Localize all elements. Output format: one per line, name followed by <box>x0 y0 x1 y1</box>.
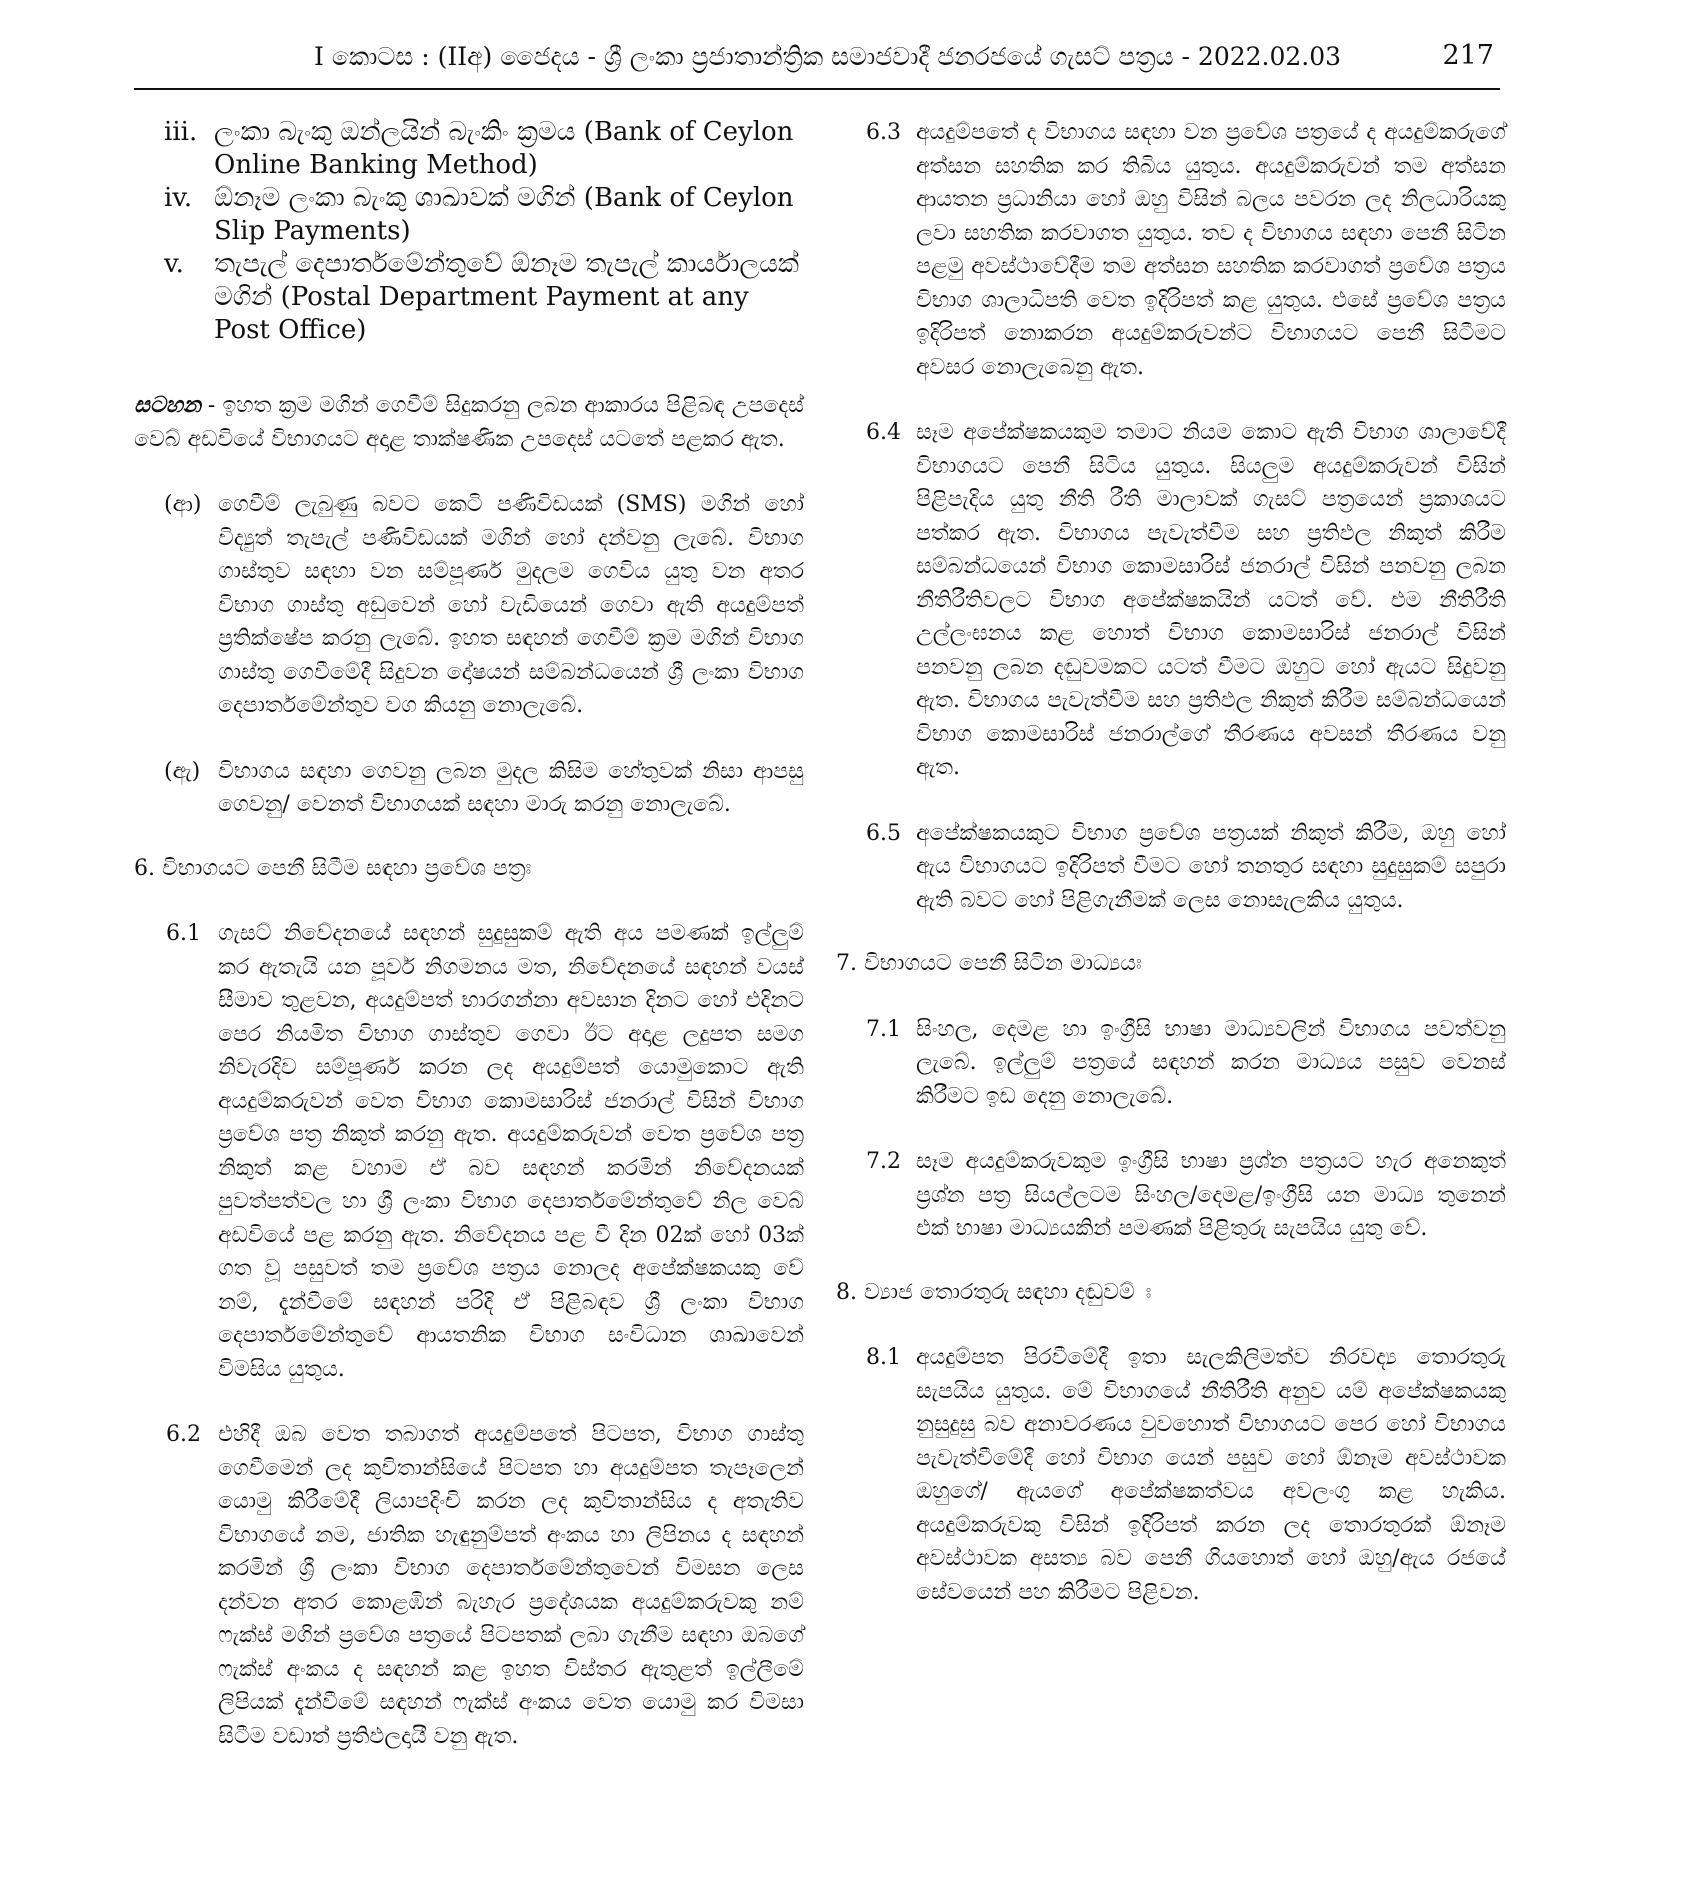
paragraph-6-4 <box>836 416 1506 785</box>
paragraph-number: 6.1 <box>166 921 201 946</box>
section-7-heading: 7. විභාගයට පෙනී සිටින මාධ්‍යයඃ <box>836 951 1142 976</box>
paragraph-text: අයදුම්පතේ ද විභාගය සඳහා වන ප්‍රවේශ පත්‍රයේ ද අයදුම්කරුගේ අත්සන සහතික කර තිබිය යුතුය. අයදුම්කරුවන් තම අත්සන ආයතන ප්‍රධානියා හෝ ඔහු විසින් බලය පවරන ලද නිලධාරියකු ලවා සහතික කරවාගත යුතුය. තව ද විභාගය සඳහා පෙනී සිටින පළමු අවස්ථාවේදීම තම අත්සන සහතික කරවාගත් ප්‍රවේශ පත්‍රය විභාග ශාලාධිපති වෙත ඉදිරිපත් කළ යුතුය. එසේ ප්‍රවේශ පත්‍රය ඉදිරිපත් නොකරන අයදුම්කරුවන්ට විභාගයට පෙනී සිටීමට අවසර නොලැබෙනු ඇත. <box>916 120 1506 380</box>
paragraph-6-3 <box>836 116 1506 384</box>
note-text: - ඉහත ක්‍රම මගින් ගෙවීම් සිදුකරනු ලබන ආකාරය පිළිබඳ උපදෙස් වෙබ් අඩවියේ විභාගයට අදාළ තාක්ෂණික උපදෙස් යටතේ පළකර ඇත. <box>134 393 804 452</box>
clause-number: (ආ) <box>164 492 202 517</box>
note-paragraph <box>134 389 804 456</box>
clause-text: ගෙවීම් ලැබුණු බවට කෙටි පණිවිඩයක් (SMS) මගින් හෝ විද්‍යුත් තැපැල් පණිවිඩයක් මගින් හෝ දන්වනු ලැබේ. විභාග ගාස්තුව සඳහා වන සම්පූර්ණ මුදලම ගෙවිය යුතු වන අතර විභාග ගාස්තු අඩුවෙන් හෝ වැඩියෙන් ගෙවා ඇති අයදුම්පත් ප්‍රතික්ෂේප කරනු ලැබේ. ඉහත සඳහන් ගෙවීම් ක්‍රම මගින් විභාග ගාස්තු ගෙවීමේදී සිදුවන දෝෂයන් සම්බන්ධයෙන් ශ්‍රී ලංකා විභාග දෙපාර්තමේන්තුව වග කියනු නොලැබේ. <box>218 492 804 718</box>
clause-number: (ඇ) <box>164 758 201 784</box>
left-column <box>134 116 804 1753</box>
right-column <box>836 116 1506 1609</box>
paragraph-6-2 <box>134 1418 804 1753</box>
payment-method-item <box>134 116 804 182</box>
note-label: සටහන <box>134 392 201 418</box>
paragraph-number: 7.1 <box>866 1016 901 1042</box>
item-number: iv. <box>164 183 193 213</box>
page-header <box>134 42 1500 90</box>
paragraph-number: 8.1 <box>866 1345 901 1370</box>
paragraph-7-1 <box>836 1013 1506 1114</box>
paragraph-text: එහිදී ඔබ වෙත තබාගත් අයදුම්පතේ පිටපත, විභාග ගාස්තු ගෙවීමෙන් ලද කුවිතාන්සියේ පිටපත හා අයදුම්පත තැපෑලෙන් යොමු කිරීමේදී ලියාපදිංචි කරන ලද කුවිතාන්සිය ද අතැතිව විභාගයේ නම, ජාතික හැඳුනුම්පත් අංකය හා ලිපිනය ද සඳහන් කරමින් ශ්‍රී ලංකා විභාග දෙපාර්තමේන්තුවෙන් විමසන ලෙස දන්වන අතර කොළඹින් බැහැර ප්‍රදේශයක අයදුම්කරුවකු නම් ෆැක්ස් මගින් ප්‍රවේශ පත්‍රයේ පිටපතක් ලබා ගැනීම සඳහා ඔබගේ ෆැක්ස් අංකය ද සඳහන් කළ ඉහත විස්තර ඇතුළත් ඉල්ලීමේ ලිපියක් දැන්වීමේ සඳහන් ෆැක්ස් අංකය වෙත යොමු කර විමසා සිටීම වඩාත් ප්‍රතිඵලදායී වනු ඇත. <box>218 1422 804 1749</box>
paragraph-number: 6.2 <box>166 1422 201 1447</box>
item-text: ඕනෑම ලංකා බැංකු ශාඛාවක් මගින් (Bank of Ceylon Slip Payments) <box>214 183 794 246</box>
sub-clause-a <box>134 488 804 723</box>
paragraph-text: අයදුම්පත පිරවීමේදී ඉතා සැලකිලිමත්ව නිරවද්‍ය තොරතුරු සැපයිය යුතුය. මේ විභාගයේ නීතිරීති අනුව යම් අපේක්ෂකයකු නුසුදුසු බව අනාවරණය වුවහොත් විභාගයට පෙර හෝ විභාගය පැවැත්වීමේදී හෝ විභාග යෙන් පසුව හෝ ඕනෑම අවස්ථාවක ඔහුගේ/ ඇයගේ අපේක්ෂකත්වය අවලංගු කළ හැකිය. අයදුම්කරුවකු විසින් ඉදිරිපත් කරන ලද තොරතුරක් ඕනෑම අවස්ථාවක අසත්‍ය බව පෙනී ගියහොත් හෝ ඔහු/ඇය රජයේ සේවයෙන් පහ කිරීමට පිළිවන. <box>916 1345 1506 1605</box>
paragraph-number: 6.5 <box>866 820 901 846</box>
page-number: 217 <box>1442 40 1494 71</box>
item-text: ලංකා බැංකු ඔන්ලයින් බැංකිං ක්‍රමය (Bank of Ceylon Online Banking Method) <box>214 117 794 180</box>
paragraph-8-1 <box>836 1341 1506 1609</box>
section-6-heading: 6. විභාගයට පෙනී සිටීම සඳහා ප්‍රවේශ පත්‍රඃ <box>134 855 532 881</box>
section-8-heading: 8. ව්‍යාජ තොරතුරු සඳහා දඬුවම් ඃ <box>836 1279 1152 1305</box>
paragraph-text: ගැසට් නිවේදනයේ සඳහන් සුදුසුකම් ඇති අය පමණක් ඉල්ලුම් කර ඇතැයි යන පූර්ව නිගමනය මත, නිවේදනයේ සඳහන් වයස් සීමාව තුළවන, අයදුම්පත් භාරගන්නා අවසාන දිනට හෝ එදිනට පෙර නියමිත විභාග ගාස්තුව ගෙවා ඊට අදාළ ලදුපත සමග නිවැරදිව සම්පූර්ණ කරන ලද අයදුම්පත් යොමුකොට ඇති අයදුම්කරුවන් වෙත විභාග කොමසාරිස් ජනරාල් විසින් විභාග ප්‍රවේශ පත්‍ර නිකුත් කරනු ඇත. අයදුම්කරුවන් වෙත ප්‍රවේශ පත්‍ර නිකුත් කළ වහාම ඒ බව සඳහන් කරමින් නිවේදනයක් පුවත්පත්වල හා ශ්‍රී ලංකා විභාග දෙපාර්තමේන්තුවේ නිල වෙබ් අඩවියේ පළ කරනු ඇත. නිවේදනය පළ වී දින 02ක් හෝ 03ක් ගත වූ පසුවත් තම ප්‍රවේශ පත්‍රය නොලද අපේක්ෂකයකු වේ නම්, දැන්වීමේ සඳහන් පරිදි ඒ පිළිබඳව ශ්‍රී ලංකා විභාග දෙපාර්තමේන්තුවේ ආයතනික විභාග සංවිධාන ශාඛාවෙන් විමසිය යුතුය. <box>218 921 804 1382</box>
item-number: iii. <box>164 117 198 147</box>
header-title: I කොටස : (IIඅ) ජෛදය - ශ්‍රී ලංකා ප්‍රජාතාන්ත්‍රික සමාජවාදී ජනරජයේ ගැසට් පත්‍රය - 2022.02.03 <box>314 42 1342 71</box>
item-text: තැපැල් දෙපාර්තමේන්තුවේ ඕනෑම තැපැල් කාර්යාලයක් මගින් (Postal Department Payment at any Post Office) <box>214 249 800 345</box>
paragraph-text: සෑම අයදුම්කරුවකුම ඉංග්‍රීසි භාෂා ප්‍රශ්න පත්‍රයට හැර අනෙකුත් ප්‍රශ්න පත්‍ර සියල්ලටම සිංහල/දෙමළ/ඉංග්‍රීසි යන මාධ්‍ය තුනෙන් එක් භාෂා මාධ්‍යයකින් පමණක් පිළිතුරු සැපයිය යුතු වේ. <box>916 1149 1506 1241</box>
sub-clause-b <box>134 755 804 822</box>
paragraph-7-2 <box>836 1145 1506 1246</box>
paragraph-number: 7.2 <box>866 1149 901 1174</box>
item-number: v. <box>164 249 184 279</box>
paragraph-text: අපේක්ෂකයකුට විභාග ප්‍රවේශ පත්‍රයක් නිකුත් කිරීම, ඔහු හෝ ඇය විභාගයට ඉදිරිපත් වීමට හෝ තනතුර සඳහා සුදුසුකම් සපුරා ඇති බවට හෝ පිළිගැනීමක් ලෙස නොසැලකිය යුතුය. <box>916 820 1506 913</box>
paragraph-text: සිංහල, දෙමළ හා ඉංග්‍රීසි භාෂා මාධ්‍යවලින් විභාගය පවත්වනු ලැබේ. ඉල්ලුම් පත්‍රයේ සඳහන් කරන මාධ්‍යය පසුව වෙනස් කිරීමට ඉඩ දෙනු නොලැබේ. <box>916 1016 1506 1109</box>
clause-text: විභාගය සඳහා ගෙවනු ලබන මුදල කිසිම හේතුවක් නිසා ආපසු ගෙවනු/ වෙනත් විභාගයක් සඳහා මාරු කරනු නොලැබේ. <box>218 758 804 817</box>
paragraph-number: 6.3 <box>866 120 901 145</box>
paragraph-6-1 <box>134 917 804 1386</box>
payment-method-item <box>134 182 804 248</box>
payment-method-item <box>134 248 804 347</box>
paragraph-number: 6.4 <box>866 420 901 445</box>
paragraph-6-5 <box>836 817 1506 918</box>
paragraph-text: සෑම අපේක්ෂකයකුම තමාට නියම කොට ඇති විභාග ශාලාවේදී විභාගයට පෙනී සිටිය යුතුය. සියලුම අයදුම්කරුවන් විසින් පිළිපැදිය යුතු නීති රීති මාලාවක් ගැසට් පත්‍රයෙන් ප්‍රකාශයට පත්කර ඇත. විභාගය පැවැත්වීම සහ ප්‍රතිඵල නිකුත් කිරීම සම්බන්ධයෙන් විභාග කොමසාරිස් ජනරාල් විසින් පනවනු ලබන නීතිරීතිවලට විභාග අපේක්ෂකයින් යටත් වේ. එම නීතිරීති උල්ලංඝනය කළ හොත් විභාග කොමසාරිස් ජනරාල් විසින් පනවනු ලබන දඬුවමකට යටත් වීමට ඔහුට හෝ ඇයට සිදුවනු ඇත. විභාගය පැවැත්වීම සහ ප්‍රතිඵල නිකුත් කිරීම සම්බන්ධයෙන් විභාග කොමසාරිස් ජනරාල්ගේ තීරණය අවසන් තීරණය වනු ඇත. <box>916 420 1506 780</box>
